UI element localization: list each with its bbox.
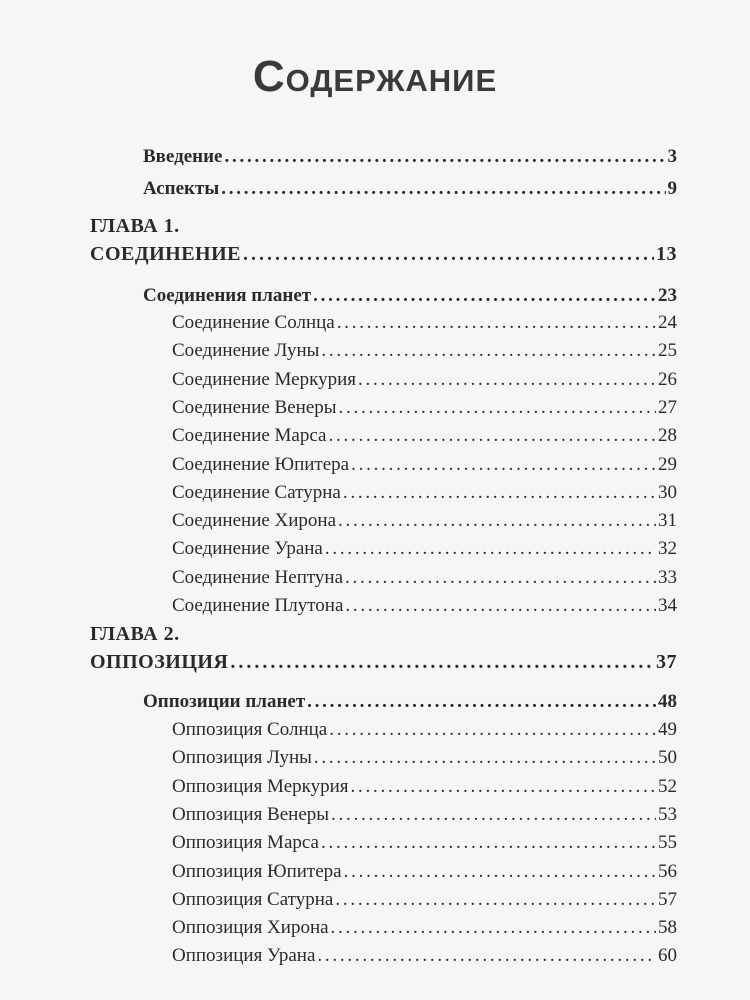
- toc-entry[interactable]: [172, 916, 677, 940]
- toc-entry-label: Соединения планет: [143, 285, 312, 306]
- leader-dots: [321, 339, 656, 363]
- toc-entry-page: 27: [658, 396, 677, 418]
- toc-entry-chapter-1[interactable]: [90, 242, 677, 266]
- toc-entry-page: 53: [658, 803, 677, 825]
- toc-entry-page: 29: [658, 453, 677, 475]
- toc-entry-label: Оппозиция Урана: [172, 945, 316, 967]
- toc-entry-page: 34: [658, 595, 677, 616]
- toc-entry-page: 13: [656, 243, 677, 265]
- leader-dots: [230, 650, 654, 674]
- leader-dots: [331, 803, 656, 827]
- toc-entry-page: 30: [658, 481, 677, 503]
- toc-entry[interactable]: [172, 775, 677, 799]
- toc-entry[interactable]: [172, 803, 677, 827]
- toc-entry-page: 9: [667, 178, 677, 199]
- toc-entry[interactable]: [172, 424, 677, 448]
- toc-entry[interactable]: [172, 339, 677, 363]
- leader-dots: [321, 831, 656, 855]
- toc-entry-label: Соединение Солнца: [172, 312, 335, 333]
- leader-dots: [317, 944, 656, 968]
- toc-entry-page: 28: [658, 425, 677, 447]
- toc-entry-aspects[interactable]: [143, 177, 677, 201]
- toc-entry-chapter-1-section[interactable]: [143, 284, 677, 308]
- toc-entry-page: 32: [658, 538, 677, 560]
- leader-dots: [307, 690, 656, 714]
- toc-entry-page: 33: [658, 566, 677, 588]
- toc-entry[interactable]: [172, 566, 677, 590]
- chapter-2-heading: ГЛАВА 2.: [90, 623, 180, 645]
- leader-dots: [343, 481, 656, 505]
- toc-entry-label: Оппозиция Хирона: [172, 917, 329, 939]
- toc-entry[interactable]: [172, 537, 677, 561]
- leader-dots: [221, 177, 665, 201]
- leader-dots: [313, 284, 656, 308]
- toc-entry-chapter-2-section[interactable]: [143, 690, 677, 714]
- toc-entry-label: Оппозиция Меркурия: [172, 775, 349, 797]
- toc-entry-label: Введение: [143, 146, 223, 167]
- leader-dots: [243, 242, 654, 266]
- toc-entry-label: Соединение Плутона: [172, 595, 344, 616]
- toc-entry-page: 50: [658, 747, 677, 769]
- toc-entry[interactable]: [172, 509, 677, 533]
- toc-entry-chapter-2[interactable]: [90, 650, 677, 674]
- leader-dots: [331, 916, 656, 940]
- toc-entry-label: Оппозиция Луны: [172, 747, 312, 769]
- toc-entry[interactable]: [172, 311, 677, 335]
- toc-entry-page: 52: [658, 775, 677, 797]
- leader-dots: [328, 424, 656, 448]
- toc-entry-page: 48: [658, 691, 677, 712]
- leader-dots: [345, 566, 656, 590]
- toc-entry-page: 3: [667, 146, 677, 167]
- toc-entry[interactable]: [172, 368, 677, 392]
- toc-entry-page: 56: [658, 860, 677, 882]
- toc-entry-label: Соединение Луны: [172, 340, 320, 362]
- toc-entry-label: Оппозиция Солнца: [172, 719, 328, 740]
- leader-dots: [344, 860, 656, 884]
- toc-entry-label: Оппозиции планет: [143, 691, 306, 712]
- toc-entry-label: Оппозиция Венеры: [172, 803, 330, 825]
- page-title: Содержание: [252, 52, 498, 101]
- toc-entry-page: 24: [658, 312, 677, 333]
- toc-entry-page: 23: [658, 285, 677, 306]
- toc-entry-page: 25: [658, 340, 677, 362]
- toc-entry[interactable]: [172, 831, 677, 855]
- leader-dots: [325, 537, 656, 561]
- toc-entry[interactable]: [172, 746, 677, 770]
- toc-entry[interactable]: [172, 944, 677, 968]
- toc-entry-page: 55: [658, 832, 677, 854]
- toc-entry-label: Соединение Сатурна: [172, 481, 341, 503]
- toc-entry[interactable]: [172, 718, 677, 742]
- toc-entry-label: Аспекты: [143, 178, 220, 199]
- toc-entry-page: 26: [658, 368, 677, 390]
- toc-entry[interactable]: [172, 888, 677, 912]
- toc-entry[interactable]: [172, 594, 677, 618]
- toc-entry-label: Оппозиция Марса: [172, 832, 319, 854]
- leader-dots: [345, 594, 656, 618]
- toc-entry[interactable]: [172, 453, 677, 477]
- leader-dots: [337, 311, 656, 335]
- toc-entry[interactable]: [172, 396, 677, 420]
- toc-entry-page: 31: [658, 510, 677, 532]
- toc-entry-intro[interactable]: [143, 145, 677, 169]
- toc-entry-page: 57: [658, 888, 677, 910]
- toc-entry-label: Соединение Нептуна: [172, 566, 344, 588]
- toc-entry-label: Соединение Венеры: [172, 396, 337, 418]
- leader-dots: [358, 368, 656, 392]
- toc-entry-label: Оппозиция Юпитера: [172, 860, 342, 882]
- toc-entry[interactable]: [172, 481, 677, 505]
- leader-dots: [338, 509, 656, 533]
- toc-entry-label: СОЕДИНЕНИЕ: [90, 243, 242, 265]
- toc-entry-page: 58: [658, 917, 677, 939]
- leader-dots: [329, 718, 656, 742]
- leader-dots: [339, 396, 656, 420]
- leader-dots: [314, 746, 656, 770]
- leader-dots: [351, 453, 656, 477]
- leader-dots: [351, 775, 656, 799]
- toc-entry-page: 37: [656, 651, 677, 673]
- toc-entry-label: ОППОЗИЦИЯ: [90, 651, 229, 673]
- toc-entry[interactable]: [172, 860, 677, 884]
- toc-entry-label: Соединение Марса: [172, 425, 327, 447]
- toc-entry-page: 60: [658, 945, 677, 967]
- leader-dots: [335, 888, 656, 912]
- leader-dots: [225, 145, 666, 169]
- toc-entry-label: Соединение Меркурия: [172, 368, 356, 390]
- toc-entry-page: 49: [658, 719, 677, 740]
- chapter-1-heading: ГЛАВА 1.: [90, 215, 180, 237]
- toc-entry-label: Соединение Хирона: [172, 510, 337, 532]
- toc-entry-label: Оппозиция Сатурна: [172, 888, 334, 910]
- toc-entry-label: Соединение Юпитера: [172, 453, 350, 475]
- toc-entry-label: Соединение Урана: [172, 538, 323, 560]
